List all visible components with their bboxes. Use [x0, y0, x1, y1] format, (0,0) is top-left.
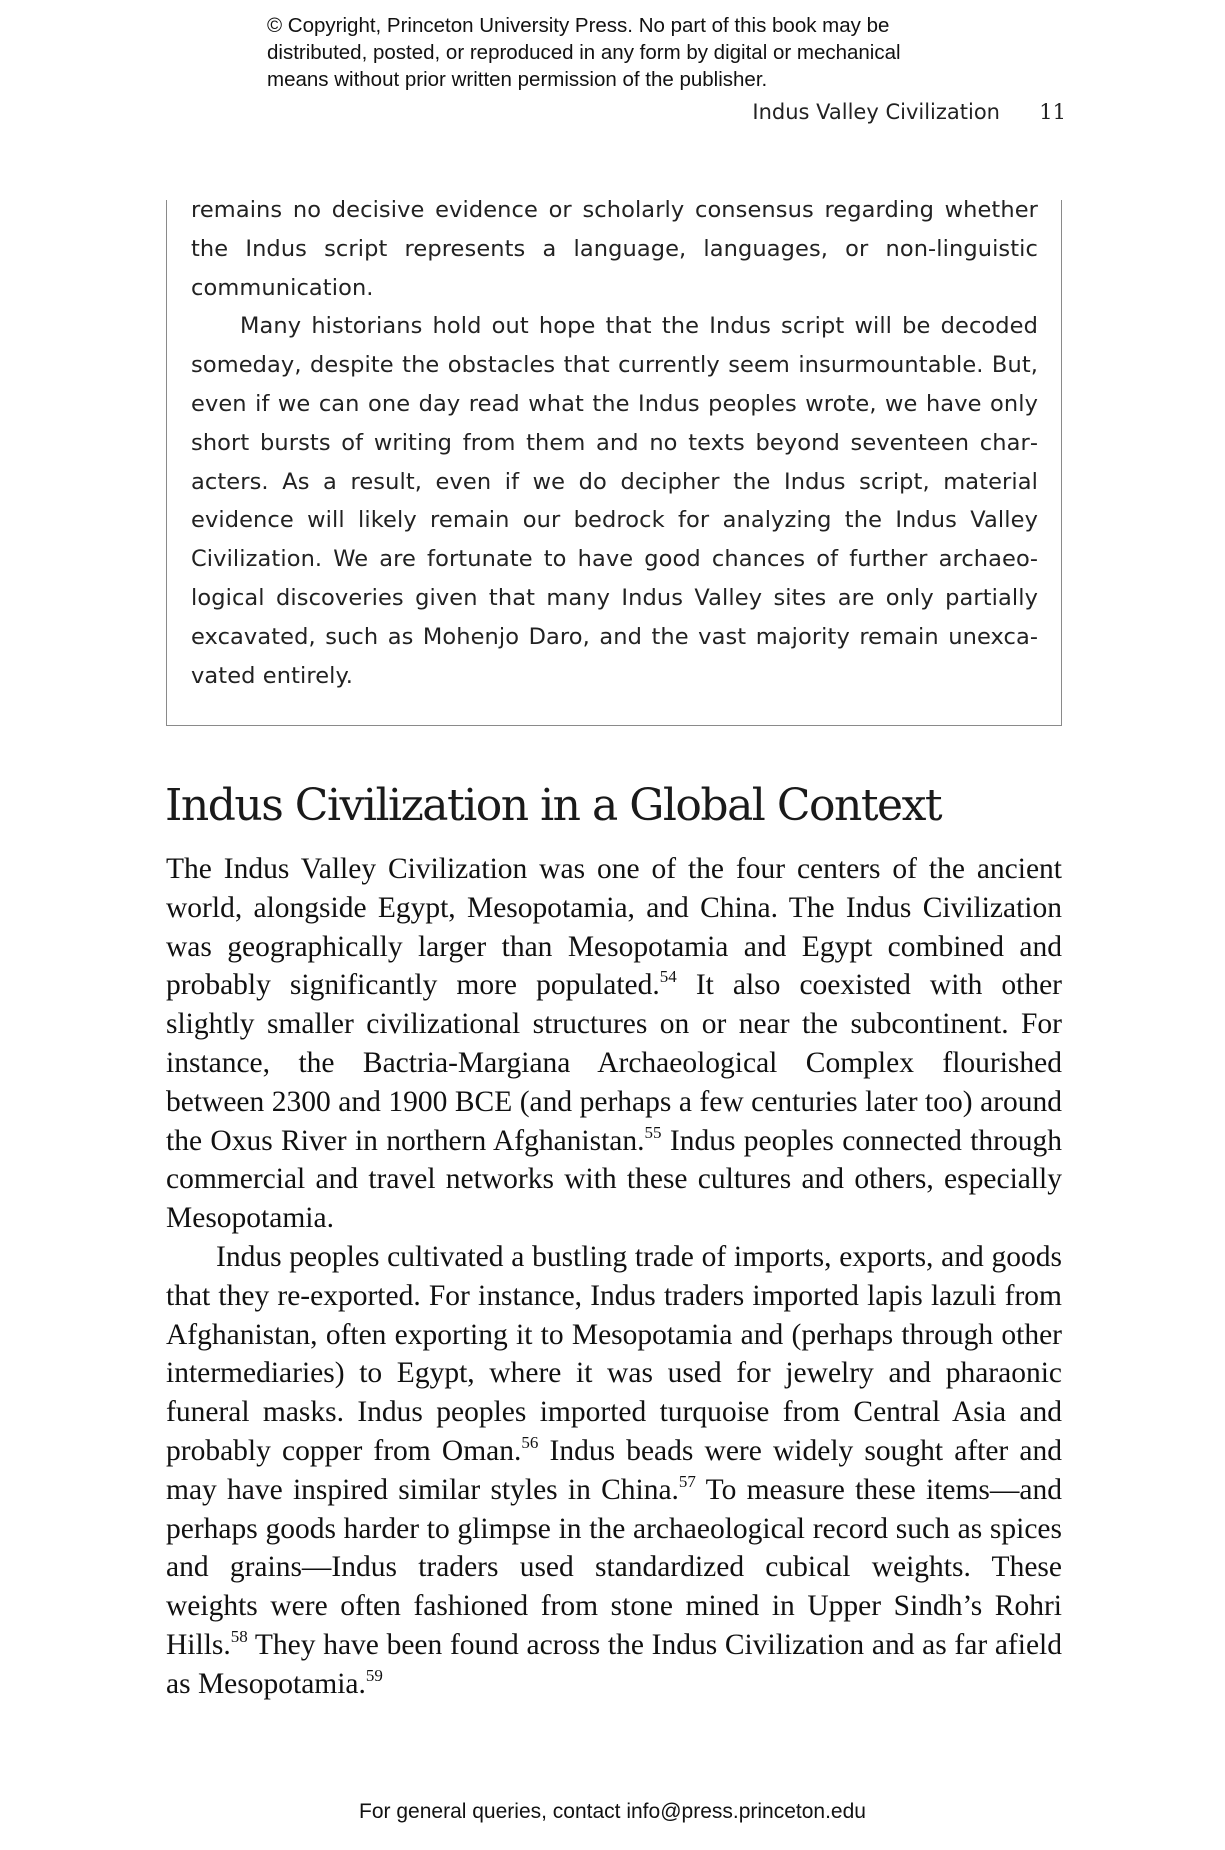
copyright-line: distributed, posted, or reproduced in any form by digital or mechanical	[267, 41, 901, 64]
copyright-notice	[267, 12, 1027, 93]
sidebar-text	[191, 191, 1038, 695]
footnote-ref[interactable]: 59	[365, 1665, 383, 1685]
sidebar-paragraph: remains no decisive evidence or scholarly consensus regarding whether the Indus script represents a language, languages, or non-linguistic communication.	[191, 197, 1038, 301]
body-text-run: Indus peoples cultivated a bustling trade of imports, exports, and goods that they re-exported. For instance, Indus traders imported lapis lazuli from Afghanistan, often exporting it to Mesopotamia and (perhaps through other intermediaries) to Egypt, where it was used for jewelry and pharaonic funeral masks. Indus peoples imported turquoise from Central Asia and probably copper from Oman.	[166, 1240, 1062, 1467]
section-heading: Indus Civilization in a Global Context	[165, 780, 942, 831]
body-text-run: The Indus Valley Civilization was one of the four centers of the ancient world, alongside Egypt, Mesopotamia, and China. The Indus Civilization was geographically larger than Mesopotamia and Egypt combined and probably significantly more populated.	[166, 853, 1062, 1002]
body-text-run: Indus beads were widely sought after and may have inspired similar styles in China.	[166, 1434, 1062, 1506]
body-text-run: To measure these items—and perhaps goods harder to glimpse in the archaeological record such as spices and grains—Indus traders used standardized cubical weights. These weights were often fashioned from stone mined in Upper Sindh’s Rohri Hills.	[166, 1473, 1062, 1661]
footnote-ref[interactable]: 57	[678, 1471, 696, 1491]
footnote-ref[interactable]: 58	[230, 1626, 248, 1646]
running-head-title: Indus Valley Civilization	[752, 100, 1000, 124]
sidebar-paragraph: Many historians hold out hope that the Indus script will be decoded someday, despite the obstacles that currently seem insurmountable. But, even if we can one day read what the Indus peoples wrote, we have only short bursts of writing from them and no texts beyond seventeen characters. As a result, even if we do decipher the Indus script, material evidence will likely remain our bedrock for analyzing the Indus Valley Civilization. We are fortunate to have good chances of further archaeological discoveries given that many Indus Valley sites are only partially excavated, such as Mohenjo Daro, and the vast majority remain unexcavated entirely.	[191, 313, 1038, 689]
footer-contact: For general queries, contact info@press.princeton.edu	[359, 1800, 866, 1823]
body-text-run: It also coexisted with other slightly smaller civilizational structures on or near the subcontinent. For instance, the Bactria-Margiana Archaeological Complex flourished between 2300 and 1900 BCE (and perhaps a few centuries later too) around the Oxus River in northern Afghanistan.	[166, 969, 1062, 1157]
body-text-run: Indus peoples connected through commercial and travel networks with these cultures and others, especially Mesopotamia.	[166, 1124, 1062, 1235]
footnote-ref[interactable]: 56	[521, 1432, 539, 1452]
body-paragraph	[166, 1238, 1062, 1704]
body-text-run: They have been found across the Indus Civilization and as far afield as Mesopotamia.	[166, 1628, 1062, 1700]
body-paragraph	[166, 850, 1062, 1238]
page-number: 11	[1039, 100, 1066, 124]
footnote-ref[interactable]: 54	[659, 967, 677, 987]
footnote-ref[interactable]: 55	[644, 1122, 662, 1142]
body-text	[166, 850, 1062, 1704]
copyright-line: means without prior written permission of the publisher.	[267, 68, 768, 91]
copyright-line: © Copyright, Princeton University Press. No part of this book may be	[267, 14, 890, 37]
